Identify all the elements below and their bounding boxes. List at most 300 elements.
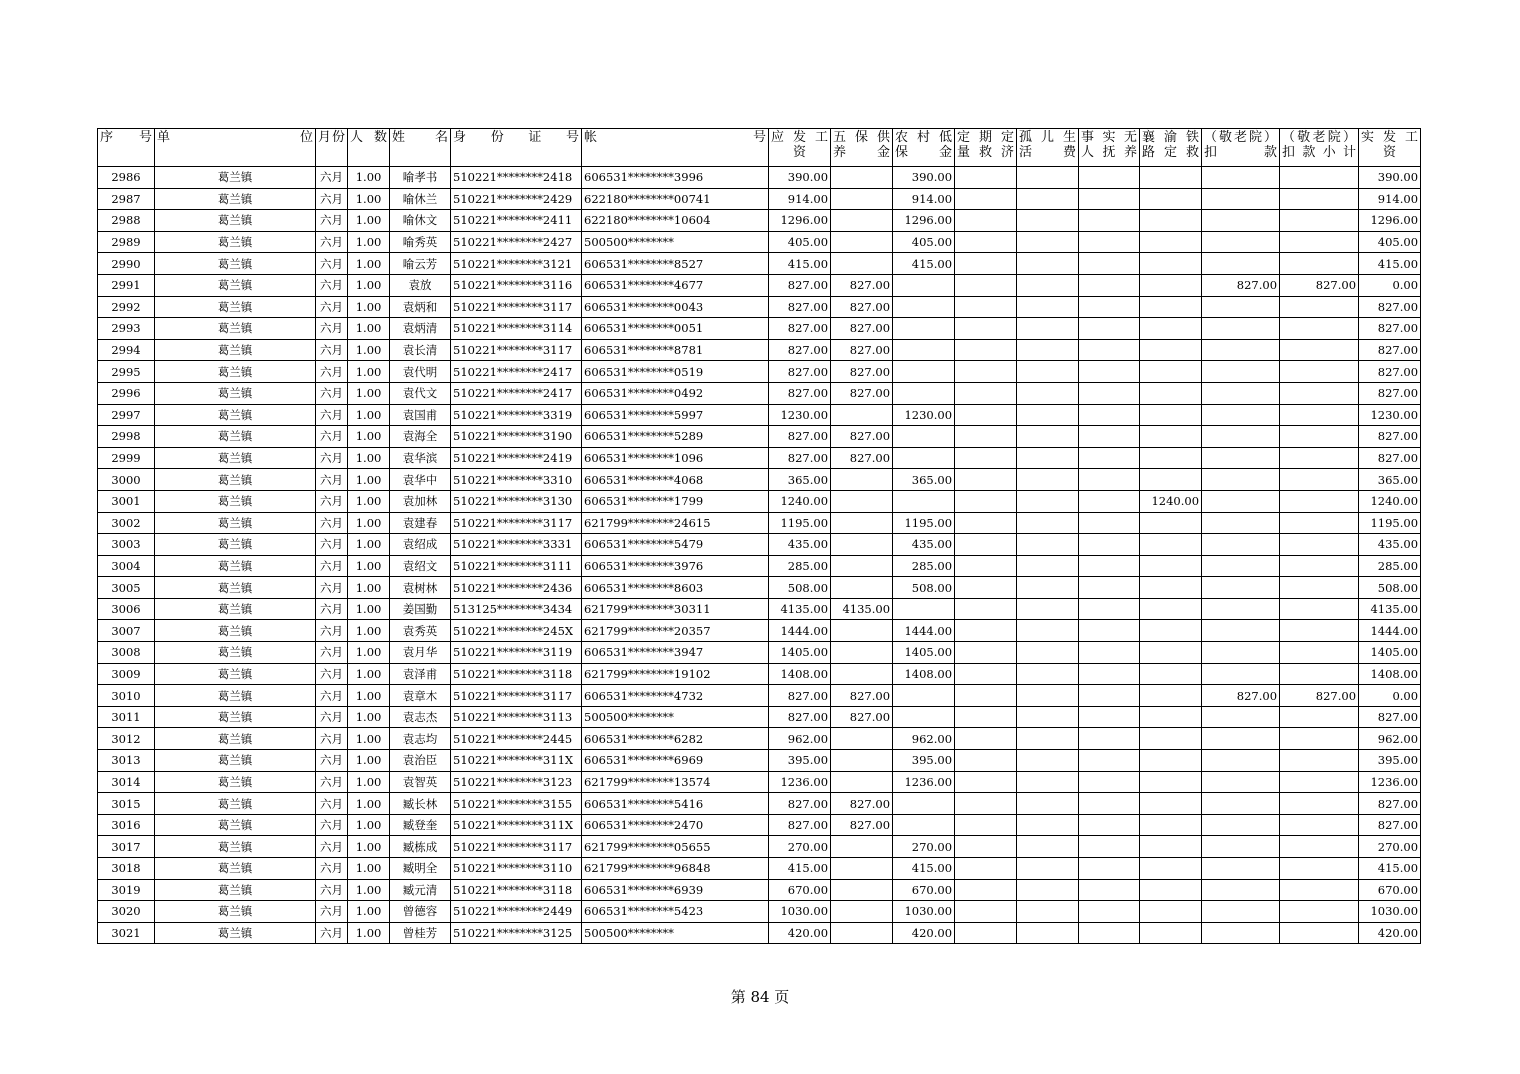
table-cell <box>893 274 955 296</box>
table-cell: 510221********3319 <box>451 404 582 426</box>
table-cell <box>955 318 1017 340</box>
table-cell: 1230.00 <box>893 404 955 426</box>
table-cell: 1.00 <box>348 404 390 426</box>
table-cell <box>1202 620 1280 642</box>
table-cell: 1.00 <box>348 426 390 448</box>
table-cell: 510221********3331 <box>451 534 582 556</box>
column-header-15 <box>1202 129 1280 167</box>
table-cell: 365.00 <box>769 469 831 491</box>
table-cell: 六月 <box>316 426 348 448</box>
table-cell <box>1140 858 1202 880</box>
table-row <box>98 577 1421 599</box>
table-cell: 葛兰镇 <box>155 361 316 383</box>
table-cell <box>1280 447 1359 469</box>
column-header-4 <box>348 129 390 167</box>
table-cell: 606531********5416 <box>582 793 769 815</box>
table-cell <box>1280 253 1359 275</box>
table-cell: 2998 <box>98 426 155 448</box>
table-cell <box>1140 253 1202 275</box>
table-cell: 袁秀英 <box>390 620 451 642</box>
table-cell: 袁建春 <box>390 512 451 534</box>
table-cell: 606531********0519 <box>582 361 769 383</box>
table-cell <box>1202 598 1280 620</box>
table-cell: 500500******** <box>582 922 769 944</box>
table-cell: 葛兰镇 <box>155 167 316 189</box>
table-cell <box>1079 318 1140 340</box>
table-cell <box>1017 555 1079 577</box>
table-cell <box>1202 555 1280 577</box>
table-cell <box>1202 663 1280 685</box>
table-cell: 袁智英 <box>390 771 451 793</box>
table-cell <box>1280 210 1359 232</box>
table-cell: 葛兰镇 <box>155 836 316 858</box>
table-cell <box>1140 706 1202 728</box>
table-cell <box>831 750 893 772</box>
table-cell <box>1202 879 1280 901</box>
table-cell <box>1280 750 1359 772</box>
table-cell: 670.00 <box>893 879 955 901</box>
table-cell: 827.00 <box>831 296 893 318</box>
table-cell: 1.00 <box>348 814 390 836</box>
table-cell: 2997 <box>98 404 155 426</box>
table-cell <box>1280 512 1359 534</box>
table-cell: 2987 <box>98 188 155 210</box>
table-cell <box>1017 771 1079 793</box>
table-cell: 1444.00 <box>893 620 955 642</box>
table-cell <box>1079 685 1140 707</box>
table-cell <box>1280 771 1359 793</box>
table-cell <box>1280 318 1359 340</box>
table-cell <box>1017 447 1079 469</box>
table-cell <box>831 231 893 253</box>
table-cell: 827.00 <box>1359 361 1421 383</box>
table-cell: 1240.00 <box>1140 490 1202 512</box>
table-row <box>98 706 1421 728</box>
table-cell: 袁加林 <box>390 490 451 512</box>
table-cell <box>1079 793 1140 815</box>
table-cell: 827.00 <box>769 426 831 448</box>
table-cell: 510221********3111 <box>451 555 582 577</box>
table-cell: 1405.00 <box>893 642 955 664</box>
table-cell: 827.00 <box>769 814 831 836</box>
column-header-line: 量 救 济 <box>957 145 1015 160</box>
table-cell: 827.00 <box>1359 426 1421 448</box>
table-cell <box>1202 447 1280 469</box>
table-cell <box>1079 188 1140 210</box>
table-cell: 3006 <box>98 598 155 620</box>
table-cell: 臧明全 <box>390 858 451 880</box>
table-cell: 3021 <box>98 922 155 944</box>
column-header-3 <box>316 129 348 167</box>
table-cell <box>1280 231 1359 253</box>
table-row <box>98 901 1421 923</box>
column-header-line: 月份 <box>318 130 346 145</box>
table-cell: 袁放 <box>390 274 451 296</box>
table-cell: 葛兰镇 <box>155 534 316 556</box>
table-cell: 606531********6969 <box>582 750 769 772</box>
table-cell: 六月 <box>316 577 348 599</box>
table-cell: 606531********5289 <box>582 426 769 448</box>
table-cell: 827.00 <box>831 339 893 361</box>
table-cell <box>1202 512 1280 534</box>
table-cell <box>1280 296 1359 318</box>
table-cell: 606531********2470 <box>582 814 769 836</box>
table-row <box>98 231 1421 253</box>
table-cell <box>1079 728 1140 750</box>
table-cell: 3003 <box>98 534 155 556</box>
table-cell: 3020 <box>98 901 155 923</box>
column-header-line: 人 抚 养 <box>1081 145 1138 160</box>
table-cell <box>1202 793 1280 815</box>
table-cell: 1030.00 <box>893 901 955 923</box>
table-cell <box>1079 167 1140 189</box>
table-cell: 2991 <box>98 274 155 296</box>
table-cell: 六月 <box>316 361 348 383</box>
table-cell: 510221********3117 <box>451 685 582 707</box>
table-cell <box>831 728 893 750</box>
table-cell: 葛兰镇 <box>155 922 316 944</box>
table-cell <box>1079 879 1140 901</box>
table-cell: 六月 <box>316 253 348 275</box>
table-cell <box>1140 469 1202 491</box>
table-cell: 3009 <box>98 663 155 685</box>
page-number: 第 84 页 <box>730 988 790 1006</box>
table-row <box>98 598 1421 620</box>
table-cell: 葛兰镇 <box>155 210 316 232</box>
table-cell: 2990 <box>98 253 155 275</box>
table-cell <box>955 404 1017 426</box>
table-cell: 390.00 <box>1359 167 1421 189</box>
column-header-1 <box>98 129 155 167</box>
table-cell: 葛兰镇 <box>155 728 316 750</box>
table-cell <box>1280 404 1359 426</box>
table-cell <box>955 771 1017 793</box>
table-cell: 3017 <box>98 836 155 858</box>
table-cell <box>1079 382 1140 404</box>
table-cell: 510221********245X <box>451 620 582 642</box>
table-cell <box>1280 598 1359 620</box>
column-header-line: 资 <box>793 145 807 160</box>
table-cell <box>955 490 1017 512</box>
table-cell: 622180********00741 <box>582 188 769 210</box>
table-cell <box>831 620 893 642</box>
table-cell: 415.00 <box>769 858 831 880</box>
table-cell: 510221********3116 <box>451 274 582 296</box>
table-cell: 827.00 <box>1359 318 1421 340</box>
table-cell: 1296.00 <box>1359 210 1421 232</box>
table-cell: 六月 <box>316 382 348 404</box>
table-cell: 葛兰镇 <box>155 793 316 815</box>
table-cell: 508.00 <box>893 577 955 599</box>
table-cell: 六月 <box>316 922 348 944</box>
table-cell: 365.00 <box>893 469 955 491</box>
table-cell <box>1079 490 1140 512</box>
column-header-line: 应 发 工 <box>771 130 829 145</box>
table-cell: 葛兰镇 <box>155 750 316 772</box>
table-cell: 606531********3947 <box>582 642 769 664</box>
table-cell: 2996 <box>98 382 155 404</box>
table-cell: 827.00 <box>1359 382 1421 404</box>
table-cell: 510221********3118 <box>451 663 582 685</box>
table-cell <box>1202 706 1280 728</box>
table-cell: 3005 <box>98 577 155 599</box>
table-cell: 六月 <box>316 814 348 836</box>
table-cell <box>1017 750 1079 772</box>
table-cell: 510221********2427 <box>451 231 582 253</box>
table-cell: 袁树林 <box>390 577 451 599</box>
table-cell <box>1280 339 1359 361</box>
table-cell: 285.00 <box>893 555 955 577</box>
table-cell: 500500******** <box>582 706 769 728</box>
column-header-9 <box>831 129 893 167</box>
table-cell <box>1017 663 1079 685</box>
table-cell: 葛兰镇 <box>155 274 316 296</box>
table-cell <box>1140 598 1202 620</box>
table-cell: 3004 <box>98 555 155 577</box>
table-cell: 827.00 <box>831 814 893 836</box>
table-row <box>98 318 1421 340</box>
table-body <box>98 167 1421 944</box>
table-cell <box>1202 858 1280 880</box>
table-cell <box>1017 210 1079 232</box>
table-cell: 袁志杰 <box>390 706 451 728</box>
column-header-line: 姓 名 <box>392 130 449 145</box>
table-cell: 葛兰镇 <box>155 490 316 512</box>
table-cell <box>831 490 893 512</box>
table-cell: 510221********3114 <box>451 318 582 340</box>
table-cell: 827.00 <box>831 706 893 728</box>
table-cell: 葛兰镇 <box>155 404 316 426</box>
table-cell: 962.00 <box>1359 728 1421 750</box>
table-cell: 六月 <box>316 728 348 750</box>
table-cell <box>1202 771 1280 793</box>
column-header-6 <box>451 129 582 167</box>
table-cell <box>1280 534 1359 556</box>
table-row <box>98 663 1421 685</box>
table-cell: 袁志均 <box>390 728 451 750</box>
table-cell <box>1140 793 1202 815</box>
table-cell: 葛兰镇 <box>155 447 316 469</box>
table-cell <box>1202 577 1280 599</box>
table-cell: 葛兰镇 <box>155 296 316 318</box>
table-cell <box>831 858 893 880</box>
table-row <box>98 426 1421 448</box>
table-cell: 827.00 <box>769 361 831 383</box>
table-cell: 510221********2429 <box>451 188 582 210</box>
table-cell: 袁章木 <box>390 685 451 707</box>
table-cell <box>955 663 1017 685</box>
column-header-line: 身 份 证 号 <box>453 130 580 145</box>
table-cell: 827.00 <box>831 426 893 448</box>
table-cell: 2995 <box>98 361 155 383</box>
table-cell: 六月 <box>316 663 348 685</box>
table-cell <box>831 188 893 210</box>
table-cell <box>1280 879 1359 901</box>
table-cell: 510221********2419 <box>451 447 582 469</box>
table-cell: 510221********3117 <box>451 296 582 318</box>
table-cell <box>955 534 1017 556</box>
table-cell: 2999 <box>98 447 155 469</box>
table-cell <box>955 728 1017 750</box>
table-cell: 622180********10604 <box>582 210 769 232</box>
table-row <box>98 274 1421 296</box>
table-cell <box>1280 793 1359 815</box>
table-cell <box>1017 728 1079 750</box>
table-row <box>98 555 1421 577</box>
table-cell: 1296.00 <box>769 210 831 232</box>
table-cell: 葛兰镇 <box>155 188 316 210</box>
table-cell: 3019 <box>98 879 155 901</box>
table-cell: 606531********8603 <box>582 577 769 599</box>
table-cell <box>1202 382 1280 404</box>
table-cell: 喻休兰 <box>390 188 451 210</box>
table-cell: 500500******** <box>582 231 769 253</box>
table-cell: 827.00 <box>1202 274 1280 296</box>
table-cell: 670.00 <box>769 879 831 901</box>
table-cell <box>1202 426 1280 448</box>
table-cell: 1.00 <box>348 512 390 534</box>
table-cell <box>955 188 1017 210</box>
table-cell: 六月 <box>316 598 348 620</box>
column-header-line: 活 费 <box>1019 145 1077 160</box>
table-cell <box>955 706 1017 728</box>
table-cell: 420.00 <box>1359 922 1421 944</box>
table-cell: 2994 <box>98 339 155 361</box>
column-header-10 <box>893 129 955 167</box>
table-cell <box>893 447 955 469</box>
table-cell: 葛兰镇 <box>155 577 316 599</box>
table-cell <box>1017 469 1079 491</box>
table-cell: 3013 <box>98 750 155 772</box>
table-cell: 621799********13574 <box>582 771 769 793</box>
table-cell: 葛兰镇 <box>155 620 316 642</box>
table-cell: 袁华中 <box>390 469 451 491</box>
table-cell: 葛兰镇 <box>155 339 316 361</box>
table-cell <box>1079 361 1140 383</box>
table-cell: 1.00 <box>348 361 390 383</box>
table-cell: 六月 <box>316 167 348 189</box>
table-cell: 1.00 <box>348 339 390 361</box>
table-cell <box>1280 382 1359 404</box>
table-cell <box>1079 901 1140 923</box>
column-header-12 <box>1017 129 1079 167</box>
table-cell: 葛兰镇 <box>155 318 316 340</box>
table-cell <box>1140 879 1202 901</box>
table-row <box>98 750 1421 772</box>
table-cell <box>955 469 1017 491</box>
table-cell <box>1017 404 1079 426</box>
table-cell: 1.00 <box>348 598 390 620</box>
table-cell <box>1017 382 1079 404</box>
table-cell <box>955 642 1017 664</box>
table-cell: 4135.00 <box>1359 598 1421 620</box>
table-cell: 臧长林 <box>390 793 451 815</box>
table-cell: 六月 <box>316 469 348 491</box>
table-cell: 606531********4677 <box>582 274 769 296</box>
column-header-8 <box>769 129 831 167</box>
table-cell: 葛兰镇 <box>155 685 316 707</box>
column-header-line: 事 实 无 <box>1081 130 1138 145</box>
column-header-line: 实 发 工 <box>1361 130 1419 145</box>
column-header-13 <box>1079 129 1140 167</box>
table-cell: 1405.00 <box>1359 642 1421 664</box>
column-header-line: 定 期 定 <box>957 130 1015 145</box>
table-row <box>98 728 1421 750</box>
table-cell: 1408.00 <box>893 663 955 685</box>
table-cell <box>1017 512 1079 534</box>
table-cell <box>1079 339 1140 361</box>
table-cell: 2986 <box>98 167 155 189</box>
table-cell: 3010 <box>98 685 155 707</box>
table-cell: 葛兰镇 <box>155 555 316 577</box>
table-cell <box>1140 361 1202 383</box>
table-cell: 827.00 <box>831 793 893 815</box>
table-cell: 葛兰镇 <box>155 858 316 880</box>
table-cell: 2988 <box>98 210 155 232</box>
table-cell: 270.00 <box>1359 836 1421 858</box>
table-cell: 葛兰镇 <box>155 469 316 491</box>
table-cell <box>1202 188 1280 210</box>
table-cell: 415.00 <box>893 858 955 880</box>
table-cell: 1.00 <box>348 922 390 944</box>
table-cell <box>1017 296 1079 318</box>
table-cell <box>955 296 1017 318</box>
table-cell: 510221********311X <box>451 750 582 772</box>
table-cell <box>955 253 1017 275</box>
table-cell <box>1202 901 1280 923</box>
table-cell: 1.00 <box>348 577 390 599</box>
table-cell <box>1280 577 1359 599</box>
table-cell: 六月 <box>316 490 348 512</box>
table-cell: 962.00 <box>893 728 955 750</box>
column-header-14 <box>1140 129 1202 167</box>
table-cell <box>1140 685 1202 707</box>
table-cell <box>955 879 1017 901</box>
table-cell <box>831 577 893 599</box>
table-cell <box>831 512 893 534</box>
table-cell <box>1140 901 1202 923</box>
table-cell: 621799********96848 <box>582 858 769 880</box>
table-cell <box>1140 555 1202 577</box>
table-cell: 袁代文 <box>390 382 451 404</box>
table-cell: 袁绍文 <box>390 555 451 577</box>
table-row <box>98 167 1421 189</box>
table-cell: 曾桂芳 <box>390 922 451 944</box>
column-header-11 <box>955 129 1017 167</box>
table-cell <box>955 685 1017 707</box>
table-cell <box>1017 274 1079 296</box>
table-cell <box>831 167 893 189</box>
table-row <box>98 188 1421 210</box>
table-cell: 914.00 <box>893 188 955 210</box>
table-cell: 510221********311X <box>451 814 582 836</box>
table-cell: 827.00 <box>831 274 893 296</box>
table-cell <box>1140 620 1202 642</box>
table-cell: 962.00 <box>769 728 831 750</box>
table-cell: 0.00 <box>1359 685 1421 707</box>
table-cell: 827.00 <box>831 361 893 383</box>
table-cell: 606531********0043 <box>582 296 769 318</box>
table-cell <box>1017 188 1079 210</box>
table-cell <box>893 318 955 340</box>
table-cell <box>831 771 893 793</box>
table-cell: 510221********2445 <box>451 728 582 750</box>
table-cell <box>1280 426 1359 448</box>
table-cell: 395.00 <box>893 750 955 772</box>
table-cell: 葛兰镇 <box>155 598 316 620</box>
table-cell <box>1017 167 1079 189</box>
table-cell <box>1140 318 1202 340</box>
